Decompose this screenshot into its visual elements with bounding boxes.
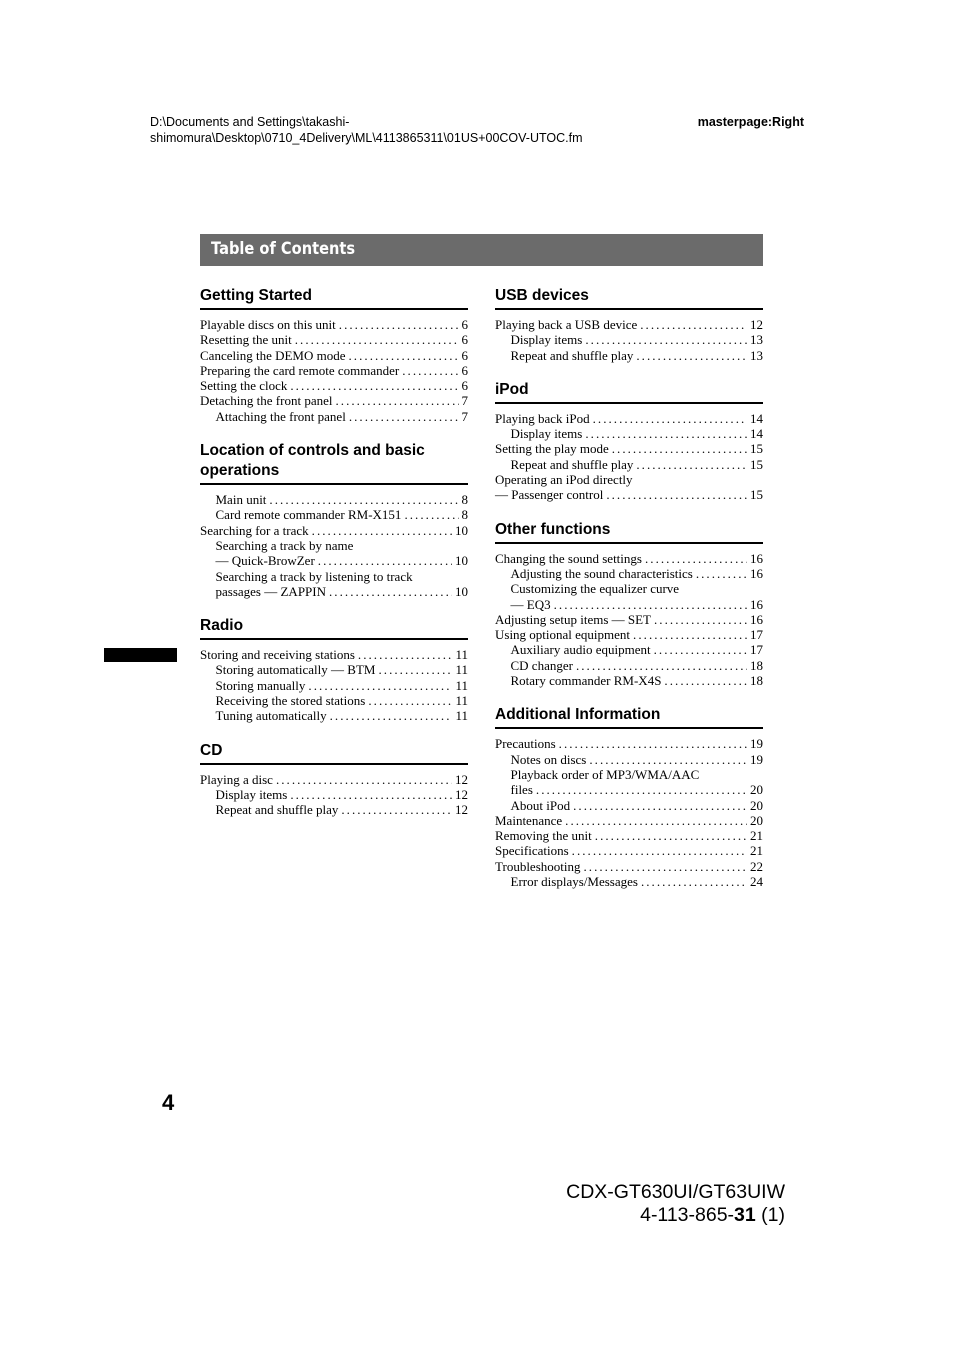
model-number: CDX-GT630UI/GT63UIW [566,1181,785,1203]
toc-entry-text: Changing the sound settings [495,550,642,566]
toc-entry[interactable] [495,411,763,426]
toc-page-number: 12 [455,802,468,818]
section-heading: Other functions [495,520,763,544]
dot-leader [295,332,459,347]
toc-entry[interactable] [200,378,468,393]
toc-page-number: 15 [750,441,763,457]
toc-entry[interactable] [200,647,468,662]
toc-section [495,705,763,889]
dot-leader [565,813,747,828]
toc-page-number: 14 [750,410,763,426]
toc-entry-text: Operating an iPod directly [495,472,633,488]
page-number: 4 [162,1090,175,1115]
toc-page-number: 18 [750,673,763,689]
toc-page-number: 11 [455,662,468,678]
toc-entry-text: Specifications [495,843,569,859]
toc-section [200,441,468,599]
toc-entry[interactable] [495,782,763,797]
dot-leader [290,787,452,802]
toc-page-number: 11 [455,693,468,709]
toc-entry[interactable] [200,802,468,817]
toc-entry[interactable] [200,507,468,522]
dot-leader [368,693,452,708]
toc-page-number: 15 [750,487,763,503]
toc-entry-text: Error displays/Messages [510,874,638,890]
toc-page-number: 16 [750,611,763,627]
dot-leader [633,627,747,642]
dot-leader [559,736,747,751]
toc-entry[interactable] [200,492,468,507]
dot-leader [554,597,747,612]
toc-entry-text: — EQ3 [510,596,551,612]
toc-entry[interactable] [495,581,763,596]
dot-leader [595,828,747,843]
toc-page-number: 12 [750,317,763,332]
toc-page-number: 19 [750,751,763,767]
toc-entry[interactable] [495,566,763,581]
dot-leader [576,658,747,673]
toc-entry-text: Troubleshooting [495,858,581,874]
toc-entry[interactable] [200,317,468,332]
dot-leader [312,523,452,538]
toc-entry-text: Playback order of MP3/WMA/AAC [510,766,700,782]
toc-entry[interactable] [495,874,763,889]
toc-page-number: 8 [461,492,468,508]
toc-entry-text: Storing automatically — BTM [215,662,376,678]
toc-section [495,286,763,363]
dot-leader [696,566,747,581]
toc-page-number: 22 [750,858,763,874]
toc-entry[interactable] [200,678,468,693]
toc-entry-text: About iPod [510,797,571,813]
toc-page-number: 18 [750,657,763,673]
toc-entry-text: Repeat and shuffle play [510,456,634,472]
section-heading: USB devices [495,286,763,310]
dot-leader [612,441,747,456]
dot-leader [589,752,747,767]
toc-entry-text: — Quick-BrowZer [215,553,315,569]
toc-entry-text: Main unit [215,492,267,508]
toc-page-number: 6 [461,362,468,378]
toc-entry[interactable] [200,662,468,677]
dot-leader [330,708,453,723]
dot-leader [641,874,747,889]
toc-page-number: 10 [455,553,468,569]
dot-leader [636,348,747,363]
toc-page-number: 6 [461,347,468,363]
toc-page-number: 11 [455,708,468,724]
toc-page-number: 6 [461,332,468,348]
toc-entry-text: Display items [215,786,288,802]
dot-leader [276,772,452,787]
toc-entry[interactable] [495,317,763,332]
toc-entry[interactable] [200,523,468,538]
dot-leader [583,859,747,874]
toc-entry-text: Display items [510,332,583,348]
toc-entry[interactable] [200,693,468,708]
toc-entry[interactable] [495,752,763,767]
dot-leader [269,492,458,507]
toc-page-number: 13 [750,347,763,363]
toc-entry-text: Storing manually [215,677,306,693]
toc-section [200,741,468,818]
toc-page-number: 20 [750,797,763,813]
toc-entry[interactable] [200,538,468,553]
toc-page-number: 11 [455,677,468,693]
toc-entry-text: Detaching the front panel [200,393,333,409]
dot-leader [585,426,747,441]
toc-page-number: 16 [750,550,763,566]
section-heading: Getting Started [200,286,468,310]
toc-entry-text: Using optional equipment [495,627,631,643]
toc-page-number: 6 [461,378,468,394]
toc-entry[interactable] [495,612,763,627]
dot-leader [593,411,747,426]
toc-page-number: 13 [750,332,763,348]
toc-entry[interactable] [200,569,468,584]
toc-entry[interactable] [495,597,763,612]
toc-entry-text: Storing and receiving stations [200,647,355,663]
section-heading: CD [200,741,468,765]
toc-page-number: 14 [750,426,763,442]
toc-page-number: 16 [750,565,763,581]
toc-entry[interactable] [495,798,763,813]
toc-entry[interactable] [200,553,468,568]
section-tab-marker [104,648,177,662]
toc-entry[interactable] [495,457,763,472]
dot-leader [606,487,747,502]
toc-page-number: 6 [461,317,468,332]
toc-entry[interactable] [200,393,468,408]
toc-page-number: 7 [461,393,468,409]
toc-entry[interactable] [495,828,763,843]
toc-entry-text: files [510,782,533,798]
masterpage-label: masterpage:Right [697,115,804,129]
toc-entry-text: Maintenance [495,812,563,828]
toc-page-number: 15 [750,456,763,472]
toc-entry-text: Searching a track by name [215,537,354,553]
toc-entry-text: Playing back iPod [495,410,590,426]
toc-entry-text: Attaching the front panel [215,408,346,424]
toc-page-number: 17 [750,642,763,658]
toc-page-number: 7 [461,408,468,424]
toc-entry-text: Card remote commander RM-X151 [215,507,402,523]
dot-leader [573,798,747,813]
toc-page-number: 10 [455,522,468,538]
toc-entry-text: CD changer [510,657,573,673]
toc-entry-text: Tuning automatically [215,708,327,724]
toc-entry[interactable] [200,772,468,787]
toc-entry[interactable] [495,673,763,688]
toc-entry[interactable] [495,627,763,642]
dot-leader [378,662,452,677]
toc-page-number: 19 [750,736,763,752]
toc-entry-text: Preparing the card remote commander [200,362,400,378]
toc-page-number: 20 [750,782,763,798]
dot-leader [349,348,459,363]
toc-page-number: 12 [455,786,468,802]
toc-section [495,380,763,503]
toc-page-number: 20 [750,812,763,828]
toc-page-number: 21 [750,843,763,859]
toc-entry-text: Notes on discs [510,751,587,767]
part-code-suffix: (1) [755,1204,785,1226]
toc-section [200,286,468,424]
toc-entry-text: Rotary commander RM-X4S [510,673,662,689]
toc-entry[interactable] [495,736,763,751]
section-heading: Location of controls and basic operations [200,441,468,485]
section-heading: iPod [495,380,763,404]
toc-entry-text: Precautions [495,736,556,752]
toc-title: Table of Contents [211,239,356,259]
dot-leader [404,507,458,522]
toc-entry[interactable] [495,642,763,657]
dot-leader [318,553,452,568]
part-code [640,1203,785,1227]
toc-page-number: 12 [455,771,468,787]
toc-entry-text: Removing the unit [495,828,592,844]
dot-leader [329,584,452,599]
dot-leader [290,378,458,393]
dot-leader [654,612,747,627]
toc-entry[interactable] [200,409,468,424]
toc-entry-text: Display items [510,426,583,442]
toc-section [495,520,763,689]
toc-entry[interactable] [495,441,763,456]
toc-entry[interactable] [495,472,763,487]
toc-entry[interactable] [495,859,763,874]
dot-leader [402,363,458,378]
dot-leader [349,409,459,424]
toc-entry[interactable] [495,658,763,673]
part-code-prefix: 4-113-865- [640,1204,735,1226]
toc-entry[interactable] [495,813,763,828]
dot-leader [640,317,747,332]
toc-entry-text: Resetting the unit [200,332,292,348]
toc-entry-text: Playing back a USB device [495,317,638,332]
toc-entry[interactable] [495,348,763,363]
toc-entry-text: Searching for a track [200,522,309,538]
toc-entry-text: Canceling the DEMO mode [200,347,346,363]
toc-entry-text: Playing a disc [200,771,273,787]
toc-entry[interactable] [200,708,468,723]
toc-page-number: 17 [750,627,763,643]
dot-leader [358,647,453,662]
file-path-line-2: shimomura\Desktop\0710_4Delivery\ML\4113865311\01US+00COV-UTOC.fm [150,131,583,145]
toc-page-number: 21 [750,828,763,844]
toc-entry-text: Setting the clock [200,378,288,394]
dot-leader [636,457,747,472]
toc-entry[interactable] [495,487,763,502]
dot-leader [664,673,747,688]
dot-leader [536,782,747,797]
dot-leader [339,317,459,332]
toc-entry[interactable] [495,426,763,441]
dot-leader [308,678,452,693]
toc-entry[interactable] [495,767,763,782]
toc-entry-text: Adjusting the sound characteristics [510,565,693,581]
file-path-line-1: D:\Documents and Settings\takashi- [150,115,350,129]
toc-entry-text: Setting the play mode [495,441,609,457]
toc-entry-text: Customizing the equalizer curve [510,581,680,597]
toc-entry-text: Adjusting setup items — SET [495,611,651,627]
toc-page-number: 10 [455,583,468,599]
toc-page-number: 24 [750,874,763,890]
file-path-header [150,114,620,146]
toc-entry-text: — Passenger control [495,487,604,503]
toc-entry-text: Repeat and shuffle play [215,802,339,818]
toc-entry-text: Playable discs on this unit [200,317,336,332]
toc-entry[interactable] [200,332,468,347]
dot-leader [335,393,458,408]
section-heading: Additional Information [495,705,763,729]
toc-entry[interactable] [495,332,763,347]
dot-leader [645,551,747,566]
toc-entry-text: Searching a track by listening to track [215,568,413,584]
toc-page-number: 8 [461,507,468,523]
toc-page-number: 16 [750,596,763,612]
toc-page-number: 11 [455,647,468,663]
toc-entry-text: Repeat and shuffle play [510,347,634,363]
toc-entry[interactable] [495,551,763,566]
dot-leader [572,843,747,858]
toc-entry[interactable] [200,787,468,802]
toc-entry-text: Receiving the stored stations [215,693,366,709]
toc-entry[interactable] [200,363,468,378]
section-heading: Radio [200,616,468,640]
toc-entry-text: Auxiliary audio equipment [510,642,651,658]
toc-section [200,616,468,723]
toc-left-column [200,286,468,835]
toc-entry[interactable] [495,843,763,858]
dot-leader [341,802,452,817]
toc-banner [200,234,763,266]
dot-leader [654,642,747,657]
part-code-bold: 31 [734,1204,756,1226]
dot-leader [585,332,747,347]
toc-entry[interactable] [200,348,468,363]
toc-entry[interactable] [200,584,468,599]
toc-right-column [495,286,763,906]
toc-entry-text: passages — ZAPPIN [215,583,326,599]
